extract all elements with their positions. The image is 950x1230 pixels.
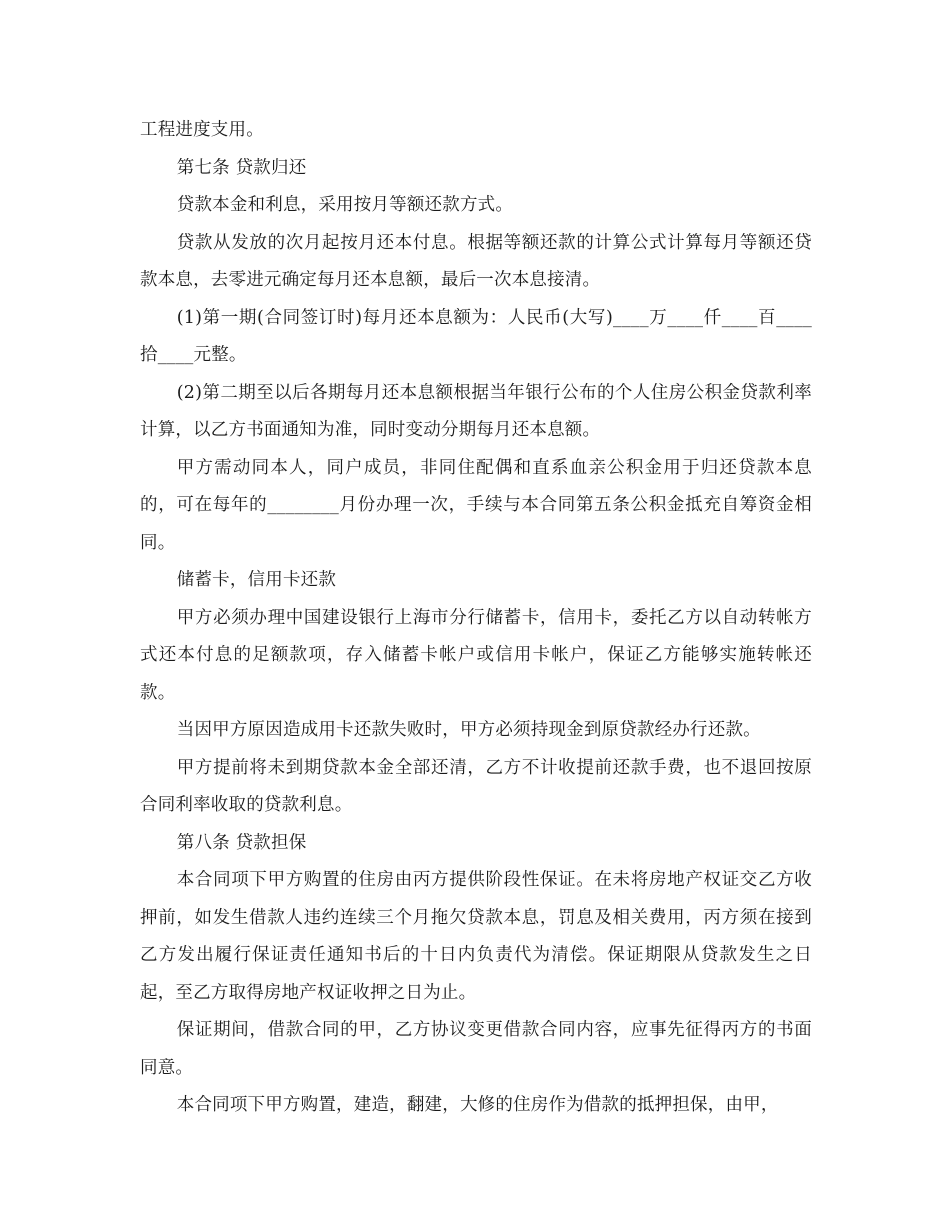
paragraph-9: 甲方必须办理中国建设银行上海市分行储蓄卡，信用卡，委托乙方以自动转帐方式还本付息的足额款项，存入储蓄卡帐户或信用卡帐户，保证乙方能够实施转帐还款。 (140, 607, 812, 703)
document-body (140, 112, 812, 1125)
paragraph-14: 保证期间，借款合同的甲，乙方协议变更借款合同内容，应事先征得丙方的书面同意。 (140, 1020, 812, 1078)
section-heading-article-8: 第八条 贷款担保 (176, 832, 307, 853)
paragraph-10: 当因甲方原因造成用卡还款失败时，甲方必须持现金到原贷款经办行还款。 (176, 720, 761, 740)
paragraph-6: (2)第二期至以后各期每月还本息额根据当年银行公布的个人住房公积金贷款利率计算，以乙方书面通知为准，同时变动分期每月还本息额。 (140, 382, 812, 440)
paragraph-15: 本合同项下甲方购置，建造，翻建，大修的住房作为借款的抵押担保，由甲， (176, 1095, 779, 1115)
paragraph-13: 本合同项下甲方购置的住房由丙方提供阶段性保证。在未将房地产权证交乙方收押前，如发生借款人违约连续三个月拖欠贷款本息，罚息及相关费用，丙方须在接到乙方发出履行保证责任通知书后的十日内负责代为清偿。保证期限从贷款发生之日起，至乙方取得房地产权证收押之日为止。 (140, 870, 812, 1003)
section-heading-article-7: 第七条 贷款归还 (176, 157, 307, 178)
paragraph-5: (1)第一期(合同签订时)每月还本息额为：人民币(大写)____万____仟____百____拾____元整。 (140, 307, 812, 365)
subheading-card-repayment: 储蓄卡，信用卡还款 (176, 570, 337, 590)
paragraph-1: 工程进度支用。 (140, 120, 264, 140)
paragraph-11: 甲方提前将未到期贷款本金全部还清，乙方不计收提前还款手费，也不退回按原合同利率收取的贷款利息。 (140, 757, 812, 815)
paragraph-4: 贷款从发放的次月起按月还本付息。根据等额还款的计算公式计算每月等额还贷款本息，去零进元确定每月还本息额，最后一次本息接清。 (140, 232, 812, 290)
paragraph-7: 甲方需动同本人，同户成员，非同住配偶和直系血亲公积金用于归还贷款本息的，可在每年的________月份办理一次，手续与本合同第五条公积金抵充自筹资金相同。 (140, 457, 812, 553)
paragraph-3: 贷款本金和利息，采用按月等额还款方式。 (176, 195, 514, 215)
